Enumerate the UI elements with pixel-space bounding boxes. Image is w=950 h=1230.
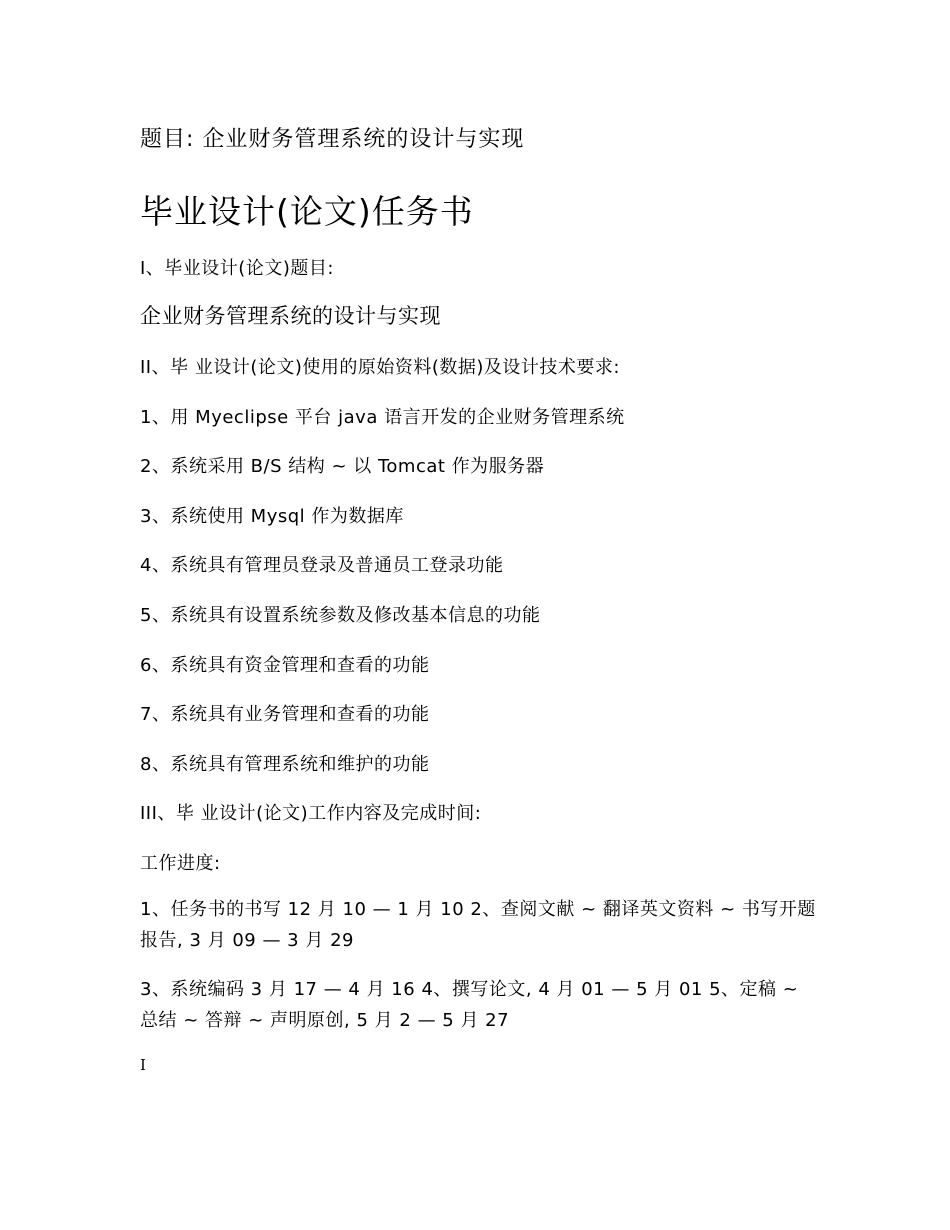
requirement-item: 7、系统具有业务管理和查看的功能 bbox=[140, 704, 430, 725]
topic-heading: 题目: 企业财务管理系统的设计与实现 bbox=[140, 127, 525, 152]
requirement-item: 1、用 Myeclipse 平台 java 语言开发的企业财务管理系统 bbox=[140, 407, 625, 428]
schedule-paragraph: 1、任务书的书写 12 月 10 — 1 月 10 2、查阅文献 ~ 翻译英文资料 ~ 书写开题报告, 3 月 09 — 3 月 29 bbox=[140, 899, 816, 951]
schedule-paragraph: 3、系统编码 3 月 17 — 4 月 16 4、撰写论文, 4 月 01 — 5 月 01 5、定稿 ~ 总结 ~ 答辩 ~ 声明原创, 5 月 2 — 5 月 27 bbox=[140, 979, 799, 1031]
requirement-item: 6、系统具有资金管理和查看的功能 bbox=[140, 655, 430, 676]
section-3-label: III、毕 业设计(论文)工作内容及完成时间: bbox=[140, 803, 482, 824]
requirement-item: 8、系统具有管理系统和维护的功能 bbox=[140, 754, 430, 775]
page-number: I bbox=[140, 1056, 146, 1074]
page-title: 毕业设计(论文)任务书 bbox=[140, 192, 474, 231]
requirement-item: 4、系统具有管理员登录及普通员工登录功能 bbox=[140, 555, 504, 576]
section-1-label: I、毕业设计(论文)题目: bbox=[140, 258, 334, 279]
requirement-item: 3、系统使用 Mysql 作为数据库 bbox=[140, 506, 404, 527]
project-title: 企业财务管理系统的设计与实现 bbox=[140, 304, 441, 328]
progress-label: 工作进度: bbox=[140, 853, 221, 874]
requirement-item: 5、系统具有设置系统参数及修改基本信息的功能 bbox=[140, 605, 541, 626]
requirement-item: 2、系统采用 B/S 结构 ~ 以 Tomcat 作为服务器 bbox=[140, 456, 545, 477]
section-2-label: II、毕 业设计(论文)使用的原始资料(数据)及设计技术要求: bbox=[140, 357, 620, 378]
